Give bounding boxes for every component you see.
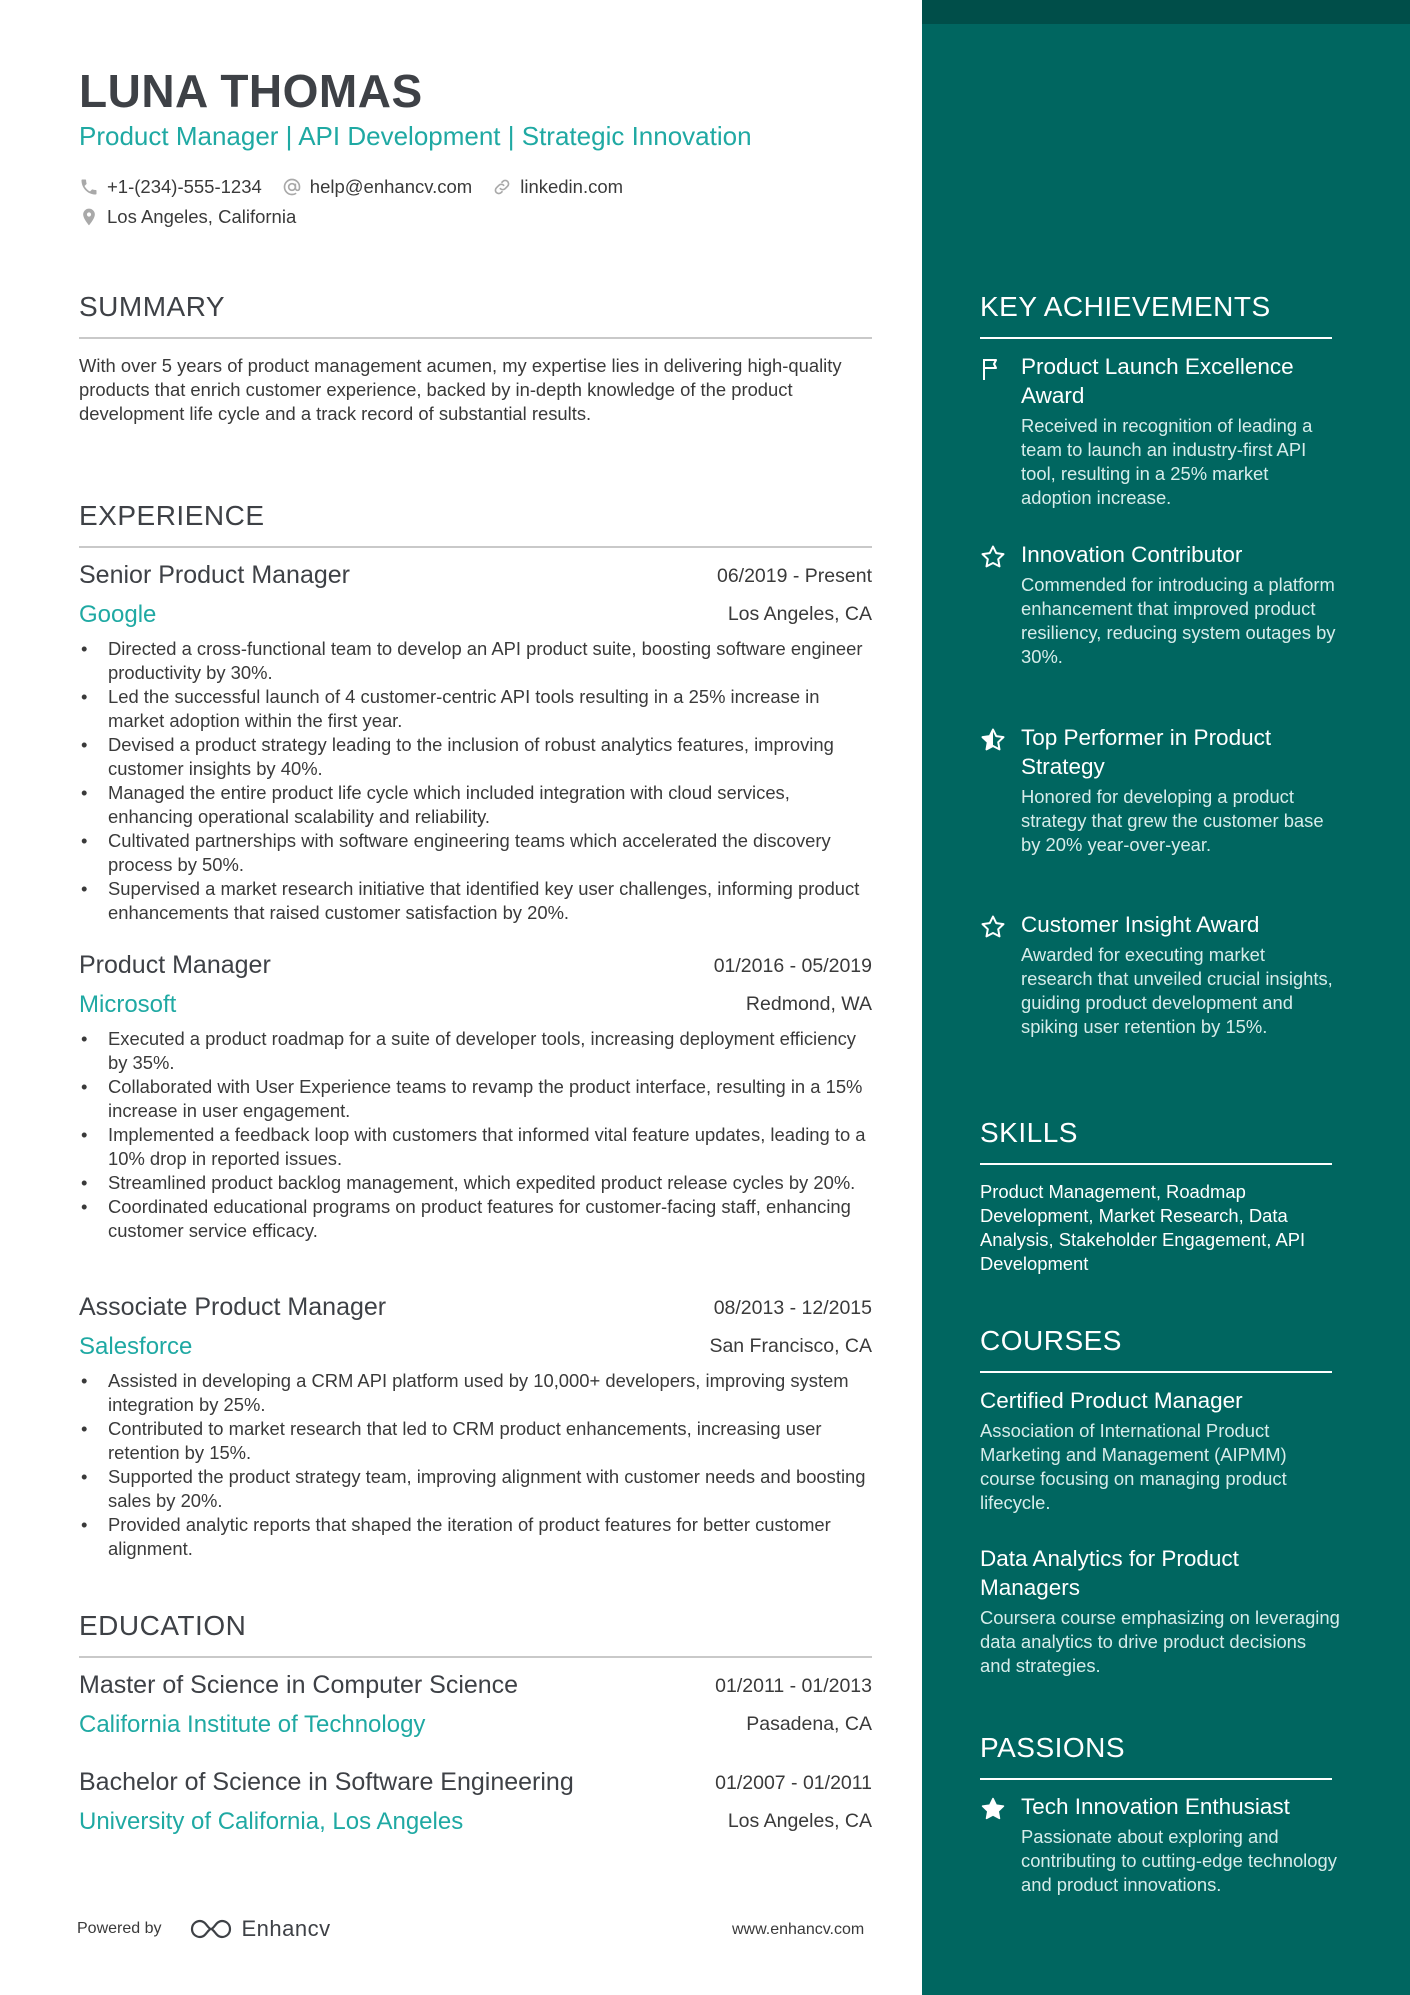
job-bullets xyxy=(79,1027,872,1243)
job-dates: 01/2016 - 05/2019 xyxy=(713,955,872,977)
at-icon xyxy=(282,177,302,197)
footer-url[interactable]: www.enhancv.com xyxy=(732,1921,865,1938)
job-entry xyxy=(79,561,872,925)
achievement-item xyxy=(980,540,1340,669)
enhancv-brand-text: Enhancv xyxy=(241,1916,331,1941)
star-half-icon xyxy=(980,727,1006,753)
achievement-item xyxy=(980,352,1340,510)
job-company: Microsoft xyxy=(79,991,177,1018)
candidate-tagline: Product Manager | API Development | Strategic Innovation xyxy=(79,121,752,151)
contact-block xyxy=(79,172,643,232)
sidebar xyxy=(922,0,1410,1995)
achievement-title: Innovation Contributor xyxy=(1021,542,1243,567)
experience-divider xyxy=(79,546,872,548)
powered-by-text: Powered by xyxy=(77,1920,162,1937)
passions-heading: PASSIONS xyxy=(980,1732,1126,1763)
enhancv-logo-icon xyxy=(188,1917,234,1941)
job-bullet: • Executed a product roadmap for a suite of developer tools, increasing deployment efficiency by 35%. xyxy=(79,1027,872,1075)
course-item xyxy=(980,1386,1340,1515)
job-dates: 06/2019 - Present xyxy=(716,565,872,587)
contact-phone[interactable] xyxy=(79,176,262,198)
link-icon xyxy=(492,177,512,197)
achievement-desc: Received in recognition of leading a team to launch an industry-first API tool, resulting in a 25% market adoption increase. xyxy=(1021,415,1313,508)
achievement-desc: Awarded for executing market research that unveiled crucial insights, guiding product development and spiking user retention by 15%. xyxy=(1021,944,1333,1037)
achievement-item xyxy=(980,723,1340,857)
summary-divider xyxy=(79,337,872,339)
job-location: San Francisco, CA xyxy=(709,1335,872,1357)
course-title: Data Analytics for Product Managers xyxy=(980,1546,1239,1600)
job-title: Product Manager xyxy=(79,951,271,979)
star-outline-icon xyxy=(980,544,1006,570)
achievements-divider xyxy=(980,337,1332,339)
job-dates: 08/2013 - 12/2015 xyxy=(713,1297,872,1319)
course-item xyxy=(980,1544,1340,1678)
summary-heading: SUMMARY xyxy=(79,291,226,322)
achievement-title: Top Performer in Product Strategy xyxy=(1021,725,1272,779)
sidebar-top-band xyxy=(922,0,1410,24)
course-desc: Coursera course emphasizing on leveraging data analytics to drive product decisions and strategies. xyxy=(980,1607,1340,1676)
contact-location xyxy=(79,206,296,228)
candidate-name: LUNA THOMAS xyxy=(79,65,423,117)
education-heading: EDUCATION xyxy=(79,1610,247,1641)
skills-divider xyxy=(980,1163,1332,1165)
job-title: Senior Product Manager xyxy=(79,561,350,589)
edu-school: University of California, Los Angeles xyxy=(79,1808,464,1835)
job-company: Google xyxy=(79,601,157,628)
passion-item xyxy=(980,1792,1340,1897)
job-bullet: • Implemented a feedback loop with customers that informed vital feature updates, leading to a 10% drop in reported issues. xyxy=(79,1123,872,1171)
job-bullet: • Devised a product strategy leading to the inclusion of robust analytics features, improving customer insights by 40%. xyxy=(79,733,872,781)
edu-location: Pasadena, CA xyxy=(746,1713,872,1735)
edu-school: California Institute of Technology xyxy=(79,1711,426,1738)
job-bullet: • Streamlined product backlog management, which expedited product release cycles by 20%. xyxy=(79,1171,872,1195)
email-text: help@enhancv.com xyxy=(309,176,473,197)
skills-heading: SKILLS xyxy=(980,1117,1078,1148)
edu-dates: 01/2007 - 01/2011 xyxy=(715,1772,872,1794)
courses-heading: COURSES xyxy=(980,1325,1122,1356)
star-filled-icon xyxy=(980,1796,1006,1822)
contact-linkedin[interactable] xyxy=(492,176,623,198)
passion-title: Tech Innovation Enthusiast xyxy=(1021,1794,1290,1819)
course-desc: Association of International Product Marketing and Management (AIPMM) course focusing on managing product lifecycle. xyxy=(980,1420,1287,1513)
achievement-title: Customer Insight Award xyxy=(1021,912,1260,937)
flag-icon xyxy=(980,356,1006,382)
achievement-desc: Commended for introducing a platform enhancement that improved product resiliency, reducing system outages by 30%. xyxy=(1021,574,1336,667)
passions-divider xyxy=(980,1778,1332,1780)
skills-text: Product Management, Roadmap Development, Market Research, Data Analysis, Stakeholder Engagement, API Development xyxy=(980,1181,1306,1274)
job-entry xyxy=(79,951,872,1243)
education-divider xyxy=(79,1656,872,1658)
course-title: Certified Product Manager xyxy=(980,1388,1243,1413)
courses-divider xyxy=(980,1371,1332,1373)
achievement-item xyxy=(980,910,1340,1039)
job-location: Los Angeles, CA xyxy=(727,603,872,625)
edu-degree: Bachelor of Science in Software Engineering xyxy=(79,1768,574,1796)
achievement-title: Product Launch Excellence Award xyxy=(1021,354,1294,408)
location-text: Los Angeles, California xyxy=(107,206,297,227)
linkedin-text: linkedin.com xyxy=(520,176,624,197)
phone-text: +1-(234)-555-1234 xyxy=(107,176,262,197)
achievement-desc: Honored for developing a product strategy that grew the customer base by 20% year-over-year. xyxy=(1021,786,1324,855)
location-pin-icon xyxy=(79,207,99,227)
job-bullet: • Provided analytic reports that shaped the iteration of product features for better customer alignment. xyxy=(79,1513,872,1561)
job-bullet: • Directed a cross-functional team to develop an API product suite, boosting software engineer productivity by 30%. xyxy=(79,637,872,685)
passion-desc: Passionate about exploring and contributing to cutting-edge technology and product innovations. xyxy=(1021,1826,1337,1895)
footer-branding xyxy=(77,1916,331,1942)
experience-heading: EXPERIENCE xyxy=(79,500,265,531)
job-location: Redmond, WA xyxy=(745,993,872,1015)
job-entry xyxy=(79,1293,872,1561)
edu-dates: 01/2011 - 01/2013 xyxy=(715,1675,872,1697)
education-entry xyxy=(79,1671,872,1755)
job-bullet: • Collaborated with User Experience teams to revamp the product interface, resulting in a 15% increase in user engagement. xyxy=(79,1075,872,1123)
job-bullet: • Contributed to market research that led to CRM product enhancements, increasing user retention by 15%. xyxy=(79,1417,872,1465)
job-bullet: • Coordinated educational programs on product features for customer-facing staff, enhancing customer service efficacy. xyxy=(79,1195,872,1243)
job-company: Salesforce xyxy=(79,1333,193,1360)
education-entry xyxy=(79,1768,872,1852)
phone-icon xyxy=(79,177,99,197)
contact-email[interactable] xyxy=(282,176,472,198)
job-bullets xyxy=(79,1369,872,1561)
job-bullet: • Cultivated partnerships with software engineering teams which accelerated the discovery process by 50%. xyxy=(79,829,872,877)
job-bullet: • Managed the entire product life cycle which included integration with cloud services, enhancing operational scalability and reliability. xyxy=(79,781,872,829)
job-title: Associate Product Manager xyxy=(79,1293,387,1321)
job-bullet: • Led the successful launch of 4 customer-centric API tools resulting in a 25% increase in market adoption within the first year. xyxy=(79,685,872,733)
job-bullets xyxy=(79,637,872,925)
achievements-heading: KEY ACHIEVEMENTS xyxy=(980,291,1271,322)
job-bullet: • Supervised a market research initiative that identified key user challenges, informing product enhancements that raised customer satisfaction by 20%. xyxy=(79,877,872,925)
job-bullet: • Supported the product strategy team, improving alignment with customer needs and boosting sales by 20%. xyxy=(79,1465,872,1513)
summary-text: With over 5 years of product management acumen, my expertise lies in delivering high-quality products that enrich customer experience, backed by in-depth knowledge of the product development life cycle and a track record of substantial results. xyxy=(79,355,842,424)
job-bullet: • Assisted in developing a CRM API platform used by 10,000+ developers, improving system integration by 25%. xyxy=(79,1369,872,1417)
star-outline-icon xyxy=(980,914,1006,940)
edu-degree: Master of Science in Computer Science xyxy=(79,1671,519,1699)
edu-location: Los Angeles, CA xyxy=(727,1810,872,1832)
